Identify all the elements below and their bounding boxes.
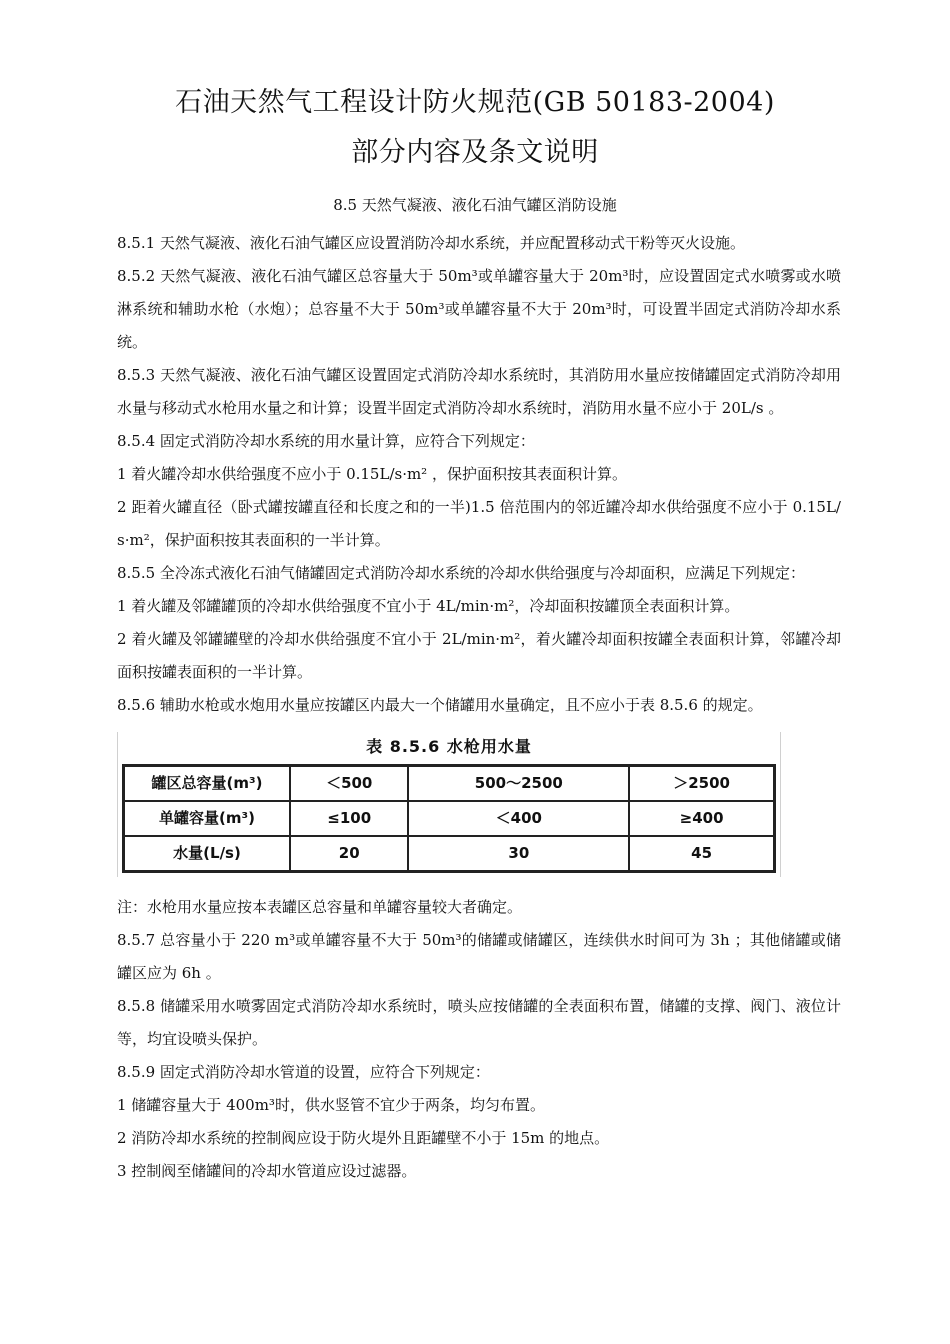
table-row-header: 单罐容量(m³) [124, 801, 291, 836]
table-cell: 30 [408, 836, 629, 872]
clause-8-5-9-item-2: 2 消防冷却水系统的控制阀应设于防火堤外且距罐壁不小于 15m 的地点。 [117, 1129, 610, 1147]
table-caption: 表 8.5.6 水枪用水量 [366, 737, 532, 756]
clause-8-5-5-item-2: 2 着火罐及邻罐罐壁的冷却水供给强度不宜小于 2L/min·m²，着火罐冷却面积按罐全表面积计算，邻罐冷却面积按罐表面积的一半计算。 [117, 630, 841, 681]
table-row [124, 801, 775, 836]
clause-8-5-5-item-1: 1 着火罐及邻罐罐顶的冷却水供给强度不宜小于 4L/min·m²，冷却面积按罐顶全表面积计算。 [117, 597, 740, 615]
table-cell: ≤100 [290, 801, 408, 836]
table-note: 注：水枪用水量应按本表罐区总容量和单罐容量较大者确定。 [117, 898, 523, 916]
document-body [117, 227, 841, 1188]
table-cell: 500～2500 [408, 766, 629, 802]
clause-8-5-3: 8.5.3 天然气凝液、液化石油气罐区设置固定式消防冷却水系统时，其消防用水量应按储罐固定式消防冷却用水量与移动式水枪用水量之和计算；设置半固定式消防冷却水系统时，消防用水量不应小于 20L/s 。 [117, 366, 841, 417]
clause-8-5-1: 8.5.1 天然气凝液、液化石油气罐区应设置消防冷却水系统，并应配置移动式干粉等灭火设施。 [117, 234, 745, 252]
clause-8-5-9: 8.5.9 固定式消防冷却水管道的设置，应符合下列规定： [117, 1063, 490, 1081]
document-subtitle: 部分内容及条文说明 [351, 137, 599, 168]
table-cell: 45 [629, 836, 774, 872]
table-figure [117, 732, 781, 877]
table-cell: ≥400 [629, 801, 774, 836]
table-row [124, 836, 775, 872]
clause-8-5-8: 8.5.8 储罐采用水喷雾固定式消防冷却水系统时，喷头应按储罐的全表面积布置，储罐的支撑、阀门、液位计等，均宜设喷头保护。 [117, 997, 841, 1048]
clause-8-5-6: 8.5.6 辅助水枪或水炮用水量应按罐区内最大一个储罐用水量确定，且不应小于表 8.5.6 的规定。 [117, 696, 763, 714]
clause-8-5-9-item-1: 1 储罐容量大于 400m³时，供水竖管不宜少于两条，均匀布置。 [117, 1096, 545, 1114]
table-row-header: 水量(L/s) [124, 836, 291, 872]
clause-8-5-4-item-2: 2 距着火罐直径（卧式罐按罐直径和长度之和的一半)1.5 倍范围内的邻近罐冷却水供给强度不应小于 0.15L/s·m²，保护面积按其表面积的一半计算。 [117, 498, 841, 549]
clause-8-5-9-item-3: 3 控制阀至储罐间的冷却水管道应设过滤器。 [117, 1162, 417, 1180]
document-title: 石油天然气工程设计防火规范(GB 50183-2004) [175, 87, 775, 118]
clause-8-5-7: 8.5.7 总容量小于 220 m³或单罐容量不大于 50m³的储罐或储罐区，连续供水时间可为 3h ；其他储罐或储罐区应为 6h 。 [117, 931, 841, 982]
clause-8-5-4: 8.5.4 固定式消防冷却水系统的用水量计算，应符合下列规定： [117, 432, 535, 450]
section-heading: 8.5 天然气凝液、液化石油气罐区消防设施 [333, 196, 617, 214]
table-cell: 20 [290, 836, 408, 872]
table-row-header: 罐区总容量(m³) [124, 766, 291, 802]
clause-8-5-4-item-1: 1 着火罐冷却水供给强度不应小于 0.15L/s·m² ，保护面积按其表面积计算。 [117, 465, 627, 483]
table-row [124, 766, 775, 802]
clause-8-5-5: 8.5.5 全冷冻式液化石油气储罐固定式消防冷却水系统的冷却水供给强度与冷却面积，应满足下列规定： [117, 564, 805, 582]
table-cell: ＜400 [408, 801, 629, 836]
water-gun-table [122, 764, 776, 873]
table-cell: ＜500 [290, 766, 408, 802]
clause-8-5-2: 8.5.2 天然气凝液、液化石油气罐区总容量大于 50m³或单罐容量大于 20m³时，应设置固定式水喷雾或水喷淋系统和辅助水枪（水炮）；总容量不大于 50m³或单罐容量不大于 20m³时，可设置半固定式消防冷却水系统。 [117, 267, 841, 351]
table-cell: ＞2500 [629, 766, 774, 802]
